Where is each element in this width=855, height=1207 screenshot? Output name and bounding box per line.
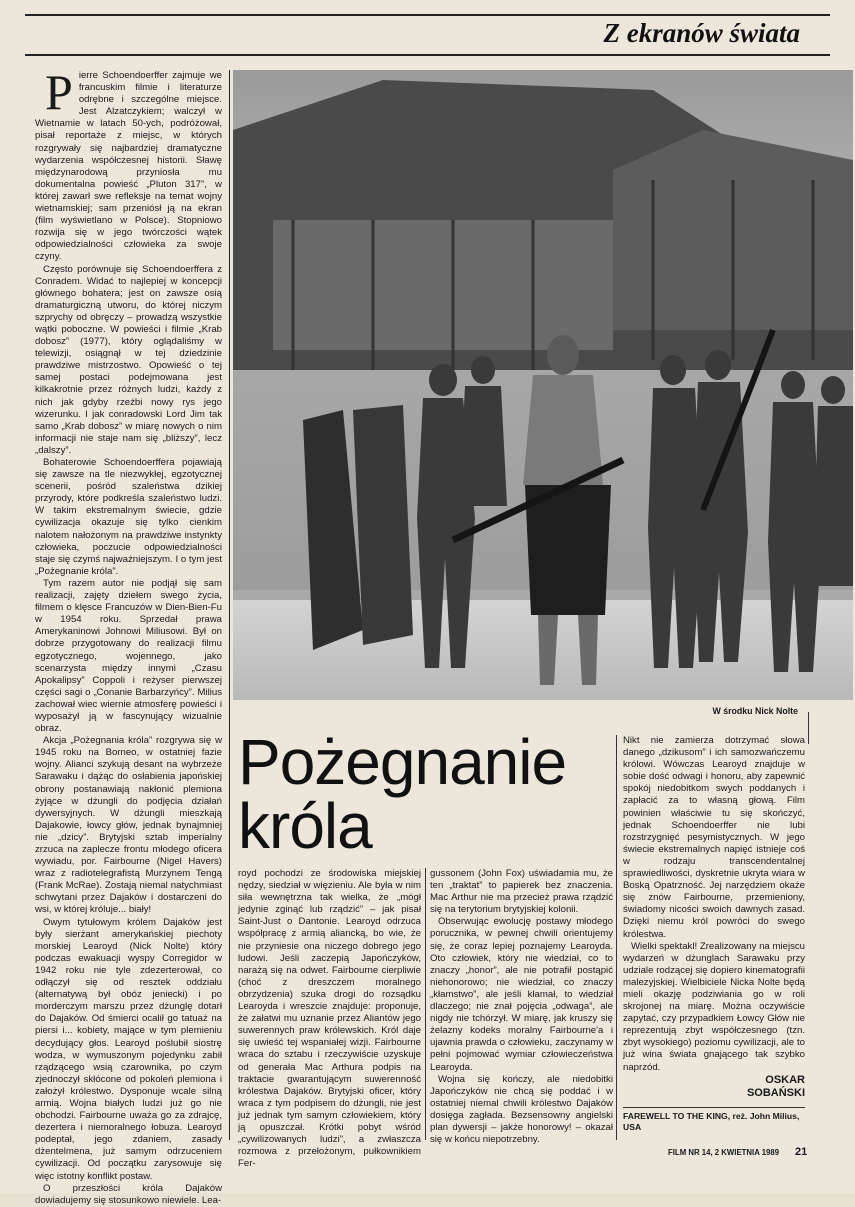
drop-cap: P	[45, 64, 73, 120]
top-rule	[25, 14, 830, 16]
author-name	[623, 1074, 805, 1100]
paragraph: Owym tytułowym królem Dajaków jest były sierżant amerykańskiej piechoty morskiej Learoyd (Nick Nolte) który podczas ewakuacji wyspy Corregidor w 1942 roku nie tyle zdezerterował, co odłączył się od resztek oddziału (alternatywą był obóz jeniecki) i po morderczym marszu przez dżunglę dotarł do Dajaków. Od śmierci ocalił go tatuaż na piersi i... kobiety, mające w tym plemieniu decydujący głos. Learoyd poślubił siostrę wodza, w wymuszonym pojedynku zabił rządzącego wsią czarownika, po czym zjednoczył skłócone od pokoleń plemiona i założył królestwo. Dysponuje wcale silną armią. Wojna białych ludzi już go nie obchodzi. Fairbourne uważa go za zdrajcę, dezertera i niemoralnego łobuza. Learoyd podeptał, jego zdaniem, zasady dżentelmena, już samym odrzuceniem cywilizacji. Od początku zarysowuje się więc istotny konflikt postaw.	[35, 916, 222, 1182]
author-last-name: SOBAŃSKI	[746, 1086, 805, 1099]
page-number: 21	[795, 1146, 808, 1158]
section-title: Z ekranów świata	[603, 18, 800, 48]
article-column-2	[238, 868, 421, 1170]
issue-footer: FILM NR 14, 2 KWIETNIA 1989	[668, 1148, 780, 1157]
column-divider	[616, 735, 617, 1140]
caption-divider	[808, 712, 809, 744]
paragraph: O przeszłości króla Dajaków dowiadujemy się stosunkowo niewiele. Lea-	[35, 1182, 222, 1206]
column-divider	[425, 868, 426, 1140]
paragraph: Bohaterowie Schoendoerffera pojawiają się zawsze na tle niezwykłej, egzotycznej scenerii, pośród szaleństwa dzikiej przyrody, które podkreśla szaleństwo ludzi. W takim ekstremalnym świecie, gdzie cywilizacja okazuje się tylko cienkim nalotem nałożonym na prawdziwe instynkty człowieka, poczucie odpowiedzialności staje się czymś najważniejszym. I o tym jest „Pożegnanie króla”.	[35, 457, 222, 577]
paragraph: Obserwując ewolucję postawy młodego porucznika, w pewnej chwili orientujemy się, że coraz lepiej poznajemy Learoyda. Oto człowiek, który nie wiedział, co to znaczy „honor”, ale nie potrafił postąpić niehonorowo; nie wiedział, co znaczy „kłamstwo”, ale jeśli kłamał, to wiedział dlaczego; nie znał pojęcia „odwaga”, ale nigdy nie tchórzył. W miarę, jak kruszy się żelazny kodeks moralny Fairbourne'a i ujawnia prawda o człowieku, zaczynamy w pełni pojmować wymiar człowieczeństwa Learoyda.	[430, 916, 613, 1073]
header-underline	[25, 54, 830, 56]
paragraph: gussonem (John Fox) uświadamia mu, że ten „traktat” to papierek bez znaczenia. Mac Arthur nie ma przecież prawa rządzić się na terytorium brytyjskiej kolonii.	[430, 868, 613, 916]
paragraph: Wojna się kończy, ale niedobitki Japończyków nie chcą się poddać i w ostatniej niemal chwili królestwo Dajaków dosięga zagłada. Bezsensowny angielski plan dywersji – jakże honorowy! – okazał się w końcu niepotrzebny.	[430, 1073, 613, 1146]
article-column-1	[35, 64, 222, 1206]
paragraph: Nikt nie zamierza dotrzymać słowa danego „dzikusom” i ich samozwańczemu królowi. Wówczas Learoyd znajduje w sobie dość odwagi i honoru, aby zapewnić spokój niedobitkom swych poddanych i zapłacić za to własną głową. Film powinien właściwie tu się skończyć, jednak Schoendoerffer nie lubi rozstrzygnięć pesymistycznych. W jego świecie ekstremalnych napięć istnieje coś w rodzaju transcendentalnej sprawiedliwości, dyskretnie ukryta wiara w Boską Opatrzność. Jej narzędziem okaże się znów Fairbourne, przemieniony, świadomy nicości swoich dawnych zasad. Dzięki niemu król powróci do swego królestwa.	[623, 735, 805, 940]
paragraph: Często porównuje się Schoendoerffera z Conradem. Widać to najlepiej w koncepcji głównego bohatera; jest on zawsze osią dramaturgiczną utworu, do której niczym szprychy od obręczy – prowadzą wszystkie wątki poboczne. W powieści i filmie „Krab dobosz” (1977), który oglądaliśmy w telewizji, osiągnął w tej dziedzinie prawdziwe mistrzostwo. Opowieść o tej samej postaci podejmowana jest kilkakrotnie przez różnych ludzi, każdy z nich jak gdyby rzeźbi nowy rys jego wizerunku. I jak conradowski Lord Jim tak samo „Krab dobosz” w miarę nowych o nim informacji nie staje nam się „bliższy”, lecz „dalszy”.	[35, 263, 222, 456]
article-column-3	[430, 868, 613, 1146]
paragraph: Wielki spektakl! Zrealizowany na miejscu wydarzeń w dżunglach Sarawaku przy udziale rodzącej się dopiero kinematografii malezyjskiej. Wielbiciele Nicka Nolte będą mieli okazję podziwiania go w roli skrojonej na miarę. Można oczywiście zapytać, czy przypadkiem Łowcy Głów nie reprezentują zbyt współczesnego (tzn. zbyt wysokiego) poziomu cywilizacji, ale to już wina świata gnającego tak szybko naprzód.	[623, 940, 805, 1073]
paragraph: Akcja „Pożegnania króla” rozgrywa się w 1945 roku na Borneo, w ostatniej fazie wojny. Alianci szykują desant na wybrzeże Sarawaku i dążąc do osłabienia japońskiej obrony postanawiają nakłonić plemiona żyjące w dżungli do podjęcia działań dywersyjnych. W dżungli mieszkają Dajakowie, łowcy głów, jednak bynajmniej nie „dzicy”. Brytyjski sztab imperialny zrzuca na zaplecze frontu młodego oficera wywiadu, por. Fairbourne (Nigel Havers) wraz z radiotelegrafistą Murzynem Tengą (Frank McRae). Zostają niemal natychmiast schwytani przez Dajaków i dostarczeni do wsi, w której króluje... biały!	[35, 735, 222, 916]
paragraph: ierre Schoendoerffer zajmuje we francuskim filmie i literaturze odrębne i szczególne miejsce. Jest Alzatczykiem; walczył w Wietnamie w latach 50-ych, podróżował, pisał reportaże z miejsc, w których rozgrywały się najbardziej dramatyczne wydarzenia współczesnej historii. Sławę międzynarodową przyniosła mu dokumentalna powieść „Pluton 317”, w której zawarł swe refleksje na temat wojny wietnamskiej; sam przeniósł ją na ekran (film wyświetlano w Polsce). Stopniowo rozwija się w jego twórczości wątek odpowiedzialności człowieka za swoje czyny.	[35, 70, 222, 263]
credit-rule	[623, 1107, 805, 1108]
column-divider	[229, 70, 230, 1140]
photo-caption: W środku Nick Nolte	[712, 706, 798, 716]
film-still-photo	[233, 70, 853, 700]
article-headline: Pożegnanie króla	[238, 726, 567, 862]
paragraph: royd pochodzi ze środowiska miejskiej nędzy, siedział w więzieniu. Ale była w nim siła wewnętrzna tak wielka, że „mógł jedynie zginąć lub rządzić” – jak pisał Saint-Just o Dantonie. Learoyd odrzuca współpracę z armią aliancką, bo wie, że nie przyniesie ona niczego dobrego jego ludowi. Jeśli zaczepią Japończyków, narażą się na odwet. Fairbourne cierpliwie (choć z dreszczem moralnego obrzydzenia) szuka drogi do rozsądku Learoyda i wreszcie znajduje: proponuje, że załatwi mu uznanie przez Aliantów jego suwerennych praw królewskich. Król daje się uwieść tej wspaniałej wizji. Fairbourne wraca do sztabu i rzeczywiście uzyskuje od generała Mac Arthura podpis na traktacie gwarantującym suwerenność królestwa Dajaków. Brytyjski oficer, który wraca z tym podpisem do dżungli, nie jest już jednak tym samym człowiekiem, który ją opuszczał. Krótki pobyt wśród „cywilizowanych ludzi”, a zwłaszcza rozmowa z przełożonym, pułkownikiem Fer-	[238, 868, 421, 1170]
paragraph: Tym razem autor nie podjął się sam realizacji, zajęty dziełem swego życia, filmem o klęsce Francuzów w Dien-Bien-Fu w 1954 roku. Sprzedał prawa Amerykaninowi Johnowi Miliusowi. Był on dobrze przygotowany do realizacji filmu egzotycznego, wojennego, jako scenarzysta między innymi „Czasu Apokalipsy” Coppoli i reżyser pierwszej części sagi o „Conanie Barbarzyńcy”. Milius zachował wiec wiernie atmosferę powieści i wyposażył ją w fascynujący wizualnie obraz.	[35, 577, 222, 735]
article-column-4	[623, 735, 805, 1115]
film-credit: FAREWELL TO THE KING, reż. John Milius, USA	[623, 1111, 800, 1132]
photo-illustration	[233, 70, 853, 700]
author-first-name: OSKAR	[765, 1073, 805, 1086]
